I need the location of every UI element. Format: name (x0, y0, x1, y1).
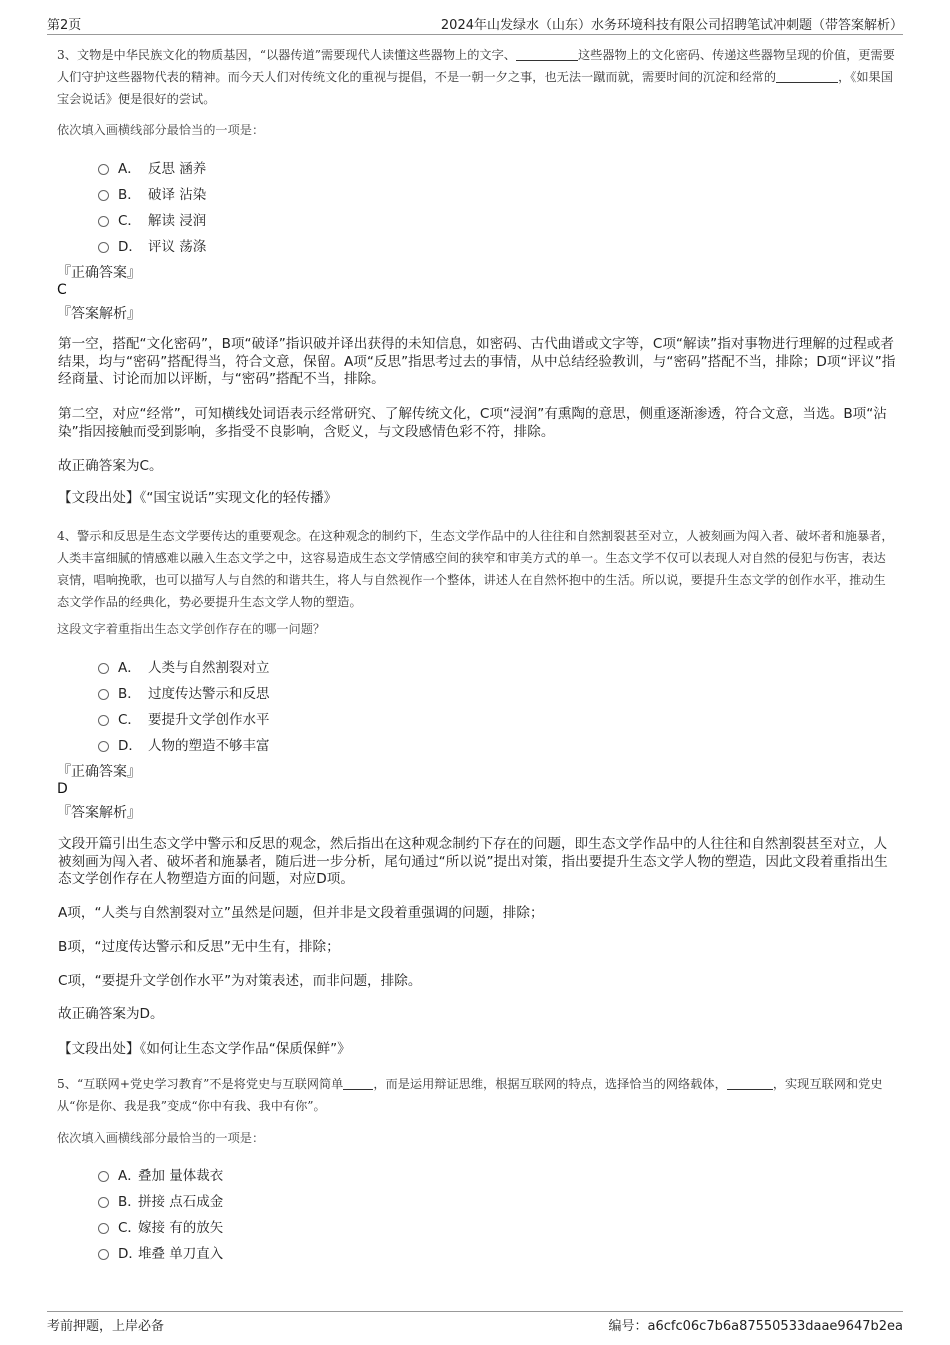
q5-blank-1 (343, 1075, 373, 1090)
q3-analysis-1: 第一空，搭配“文化密码”，B项“破译”指识破并译出获得的未知信息，如密码、古代曲谱或文字等，C项“解读”指对事物进行理解的过程或者结果，均与“密码”搭配得当，符合文意，保留。A项“反思”指思考过去的事情，从中总结经验教训，与“密码”搭配不当，排除；D项“评议”指经商量、讨论而加以评断，与“密码”搭配不当，排除。 (58, 336, 896, 387)
q4-option-d[interactable]: D． 人物的塑造不够丰富 (98, 734, 270, 754)
radio-icon[interactable] (98, 1171, 109, 1182)
q3-source: 【文段出处】《“国宝说话”实现文化的轻传播》 (58, 490, 338, 506)
radio-icon[interactable] (98, 715, 109, 726)
document-id: 编号：a6cfc06c7b6a87550533daae9647b2ea (608, 1319, 903, 1334)
q5-option-b[interactable]: B． 拼接 点石成金 (98, 1190, 223, 1210)
radio-icon[interactable] (98, 216, 109, 227)
q3-text-b: 这些器物上的文化密码、传递这些器物呈现的价值，更需要人们守护这些器物代表的精神。而今天人们对传统文化的重视与提倡，不是一朝一夕之事，也无法一蹴而就，需要时间的沉淀和经常的 (57, 48, 895, 84)
q5-option-d[interactable]: D． 堆叠 单刀直入 (98, 1242, 223, 1262)
q3-text-c: ，《如果国宝会说话》便是很好的尝试。 (57, 70, 893, 106)
q5-text-a: 5、“互联网+党史学习教育”不是将党史与互联网简单 (57, 1077, 344, 1091)
q3-analysis-3: 故正确答案为C。 (58, 458, 163, 474)
q4-analysis-3: B项，“过度传达警示和反思”无中生有，排除； (58, 939, 340, 955)
q3-prompt: 依次填入画横线部分最恰当的一项是： (57, 123, 265, 137)
q5-option-c[interactable]: C． 嫁接 有的放矢 (98, 1216, 223, 1236)
radio-icon[interactable] (98, 741, 109, 752)
q5-text-c: ，实现互联网和党史从“你是你、我是我”变成“你中有我、我中有你”。 (57, 1077, 883, 1113)
q3-answer-tag: 『正确答案』 (57, 265, 141, 281)
q4-answer: D (57, 781, 68, 797)
q5-prompt: 依次填入画横线部分最恰当的一项是： (57, 1131, 265, 1145)
q3-analysis-tag: 『答案解析』 (57, 306, 141, 322)
q4-analysis-2: A项，“人类与自然割裂对立”虽然是问题，但并非是文段着重强调的问题，排除； (58, 905, 544, 921)
radio-icon[interactable] (98, 663, 109, 674)
q3-text-a: 3、文物是中华民族文化的物质基因，“以器传道”需要现代人读懂这些器物上的文字、 (57, 48, 516, 62)
question-5-text (57, 1073, 897, 1117)
q3-option-b[interactable]: B． 破译 沾染 (98, 183, 206, 203)
q3-option-d[interactable]: D． 评议 荡涤 (98, 235, 206, 255)
q3-blank-1 (516, 46, 578, 61)
q4-analysis-5: 故正确答案为D。 (58, 1006, 164, 1022)
footer-slogan: 考前押题，上岸必备 (47, 1319, 165, 1334)
question-3-text (57, 44, 897, 110)
radio-icon[interactable] (98, 164, 109, 175)
q3-answer: C (57, 282, 67, 298)
q4-option-a[interactable]: A． 人类与自然割裂对立 (98, 656, 270, 676)
radio-icon[interactable] (98, 1197, 109, 1208)
q4-analysis-1: 文段开篇引出生态文学中警示和反思的观念，然后指出在这种观念制约下存在的问题，即生态文学作品中的人往往和自然割裂甚至对立，人被刻画为闯入者、破坏者和施暴者，随后进一步分析，尾句通过“所以说”提出对策，指出要提升生态文学人物的塑造，因此文段着重指出生态文学创作存在人物塑造方面的问题，对应D项。 (58, 836, 888, 887)
question-4-text: 4、警示和反思是生态文学要传达的重要观念。在这种观念的制约下，生态文学作品中的人往往和自然割裂甚至对立，人被刻画为闯入者、破坏者和施暴者，人类丰富细腻的情感难以融入生态文学之中，这容易造成生态文学情感空间的狭窄和审美方式的单一。生态文学不仅可以表现人对自然的侵犯与伤害，表达哀情，唱响挽歌，也可以描写人与自然的和谐共生，将人与自然视作一个整体，讲述人在自然怀抱中的生活。所以说，要提升生态文学的创作水平，推动生态文学作品的经典化，势必要提升生态文学人物的塑造。 (57, 529, 894, 609)
radio-icon[interactable] (98, 190, 109, 201)
document-title: 2024年山发绿水（山东）水务环境科技有限公司招聘笔试冲刺题（带答案解析） (440, 18, 903, 33)
radio-icon[interactable] (98, 1223, 109, 1234)
page-header (47, 12, 903, 35)
q5-text-b: ，而是运用辩证思维，根据互联网的特点，选择恰当的网络载体， (373, 1077, 727, 1091)
radio-icon[interactable] (98, 242, 109, 253)
q4-prompt: 这段文字着重指出生态文学创作存在的哪一问题？ (57, 622, 326, 636)
q5-blank-2 (727, 1075, 773, 1090)
q3-option-a[interactable]: A． 反思 涵养 (98, 157, 206, 177)
radio-icon[interactable] (98, 1249, 109, 1260)
q4-option-b[interactable]: B． 过度传达警示和反思 (98, 682, 270, 702)
q4-source: 【文段出处】《如何让生态文学作品“保质保鲜”》 (58, 1041, 351, 1057)
q5-option-a[interactable]: A． 叠加 量体裁衣 (98, 1164, 223, 1184)
q4-option-c[interactable]: C． 要提升文学创作水平 (98, 708, 270, 728)
q3-analysis-2: 第二空，对应“经常”，可知横线处词语表示经常研究、了解传统文化，C项“浸润”有熏陶的意思，侧重逐渐渗透，符合文意，当选。B项“沾染”指因接触而受到影响，多指受不良影响，含贬义，与文段感情色彩不符，排除。 (58, 406, 887, 440)
radio-icon[interactable] (98, 689, 109, 700)
page-number: 第2页 (47, 18, 82, 33)
q4-analysis-4: C项，“要提升文学创作水平”为对策表述，而非问题，排除。 (58, 973, 422, 989)
q4-answer-tag: 『正确答案』 (57, 764, 141, 780)
q4-analysis-tag: 『答案解析』 (57, 805, 141, 821)
q3-option-c[interactable]: C． 解读 浸润 (98, 209, 206, 229)
page-footer (47, 1311, 903, 1336)
q3-blank-2 (776, 68, 838, 83)
